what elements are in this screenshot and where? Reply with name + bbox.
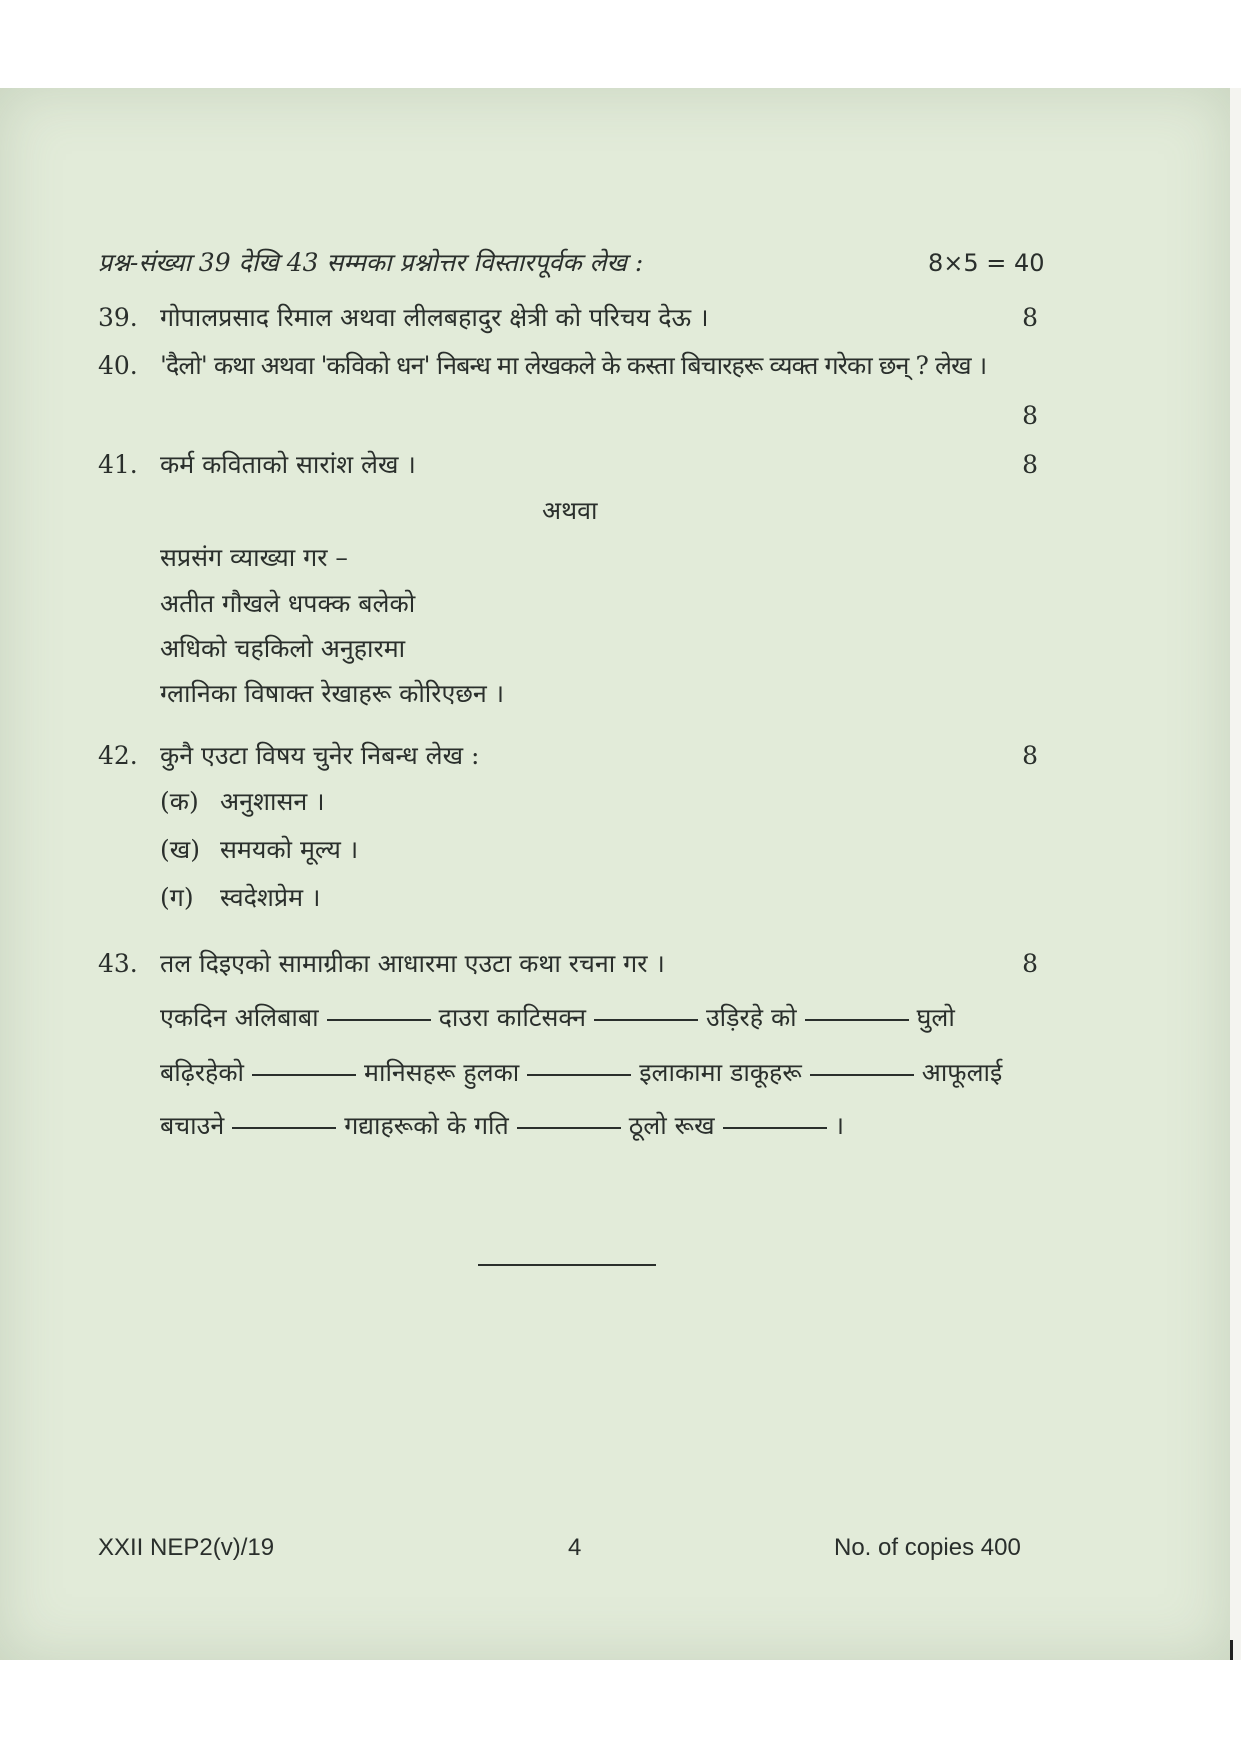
story-fragment: इलाकामा डाकूहरू — [639, 1058, 802, 1087]
poem-line: अधिको चहकिलो अनुहारमा — [160, 634, 406, 663]
question-text: गोपालप्रसाद रिमाल अथवा लीलबहादुर क्षेत्री को परिचय देऊ । — [160, 303, 709, 332]
option-label: (क) — [160, 787, 199, 816]
question-number: 42. — [98, 741, 138, 770]
or-label: अथवा — [542, 496, 598, 525]
question-text: कुनै एउटा विषय चुनेर निबन्ध लेख : — [160, 741, 480, 770]
scan-edge — [1230, 88, 1241, 1660]
question-number: 39. — [98, 303, 138, 332]
paper-code: XXII NEP2(v)/19 — [98, 1534, 275, 1561]
story-fragment: गद्याहरूको के गति — [344, 1111, 509, 1140]
question-number: 43. — [98, 949, 138, 978]
story-fragment: एकदिन अलिबाबा — [160, 1003, 319, 1032]
question-marks: 8 — [1022, 741, 1038, 770]
story-fragment: दाउरा काटिसक्न — [438, 1003, 586, 1032]
fill-blank — [517, 1127, 621, 1129]
story-line — [160, 1002, 955, 1034]
fill-blank — [252, 1074, 356, 1076]
option-text: अनुशासन । — [220, 787, 325, 816]
story-line — [160, 1110, 844, 1142]
option-text: स्वदेशप्रेम । — [220, 883, 321, 912]
story-fragment: घुलो — [916, 1003, 955, 1032]
end-rule — [478, 1264, 656, 1266]
page-number: 4 — [568, 1534, 582, 1561]
fill-blank — [232, 1127, 336, 1129]
question-number: 40. — [98, 351, 138, 380]
fill-blank — [723, 1127, 827, 1129]
option-label: (ग) — [160, 883, 194, 912]
total-marks: 8×5 = 40 — [928, 249, 1045, 277]
fill-blank — [327, 1019, 431, 1021]
question-marks: 8 — [1022, 450, 1038, 479]
story-fragment: मानिसहरू हुलका — [364, 1058, 520, 1087]
question-marks: 8 — [1022, 949, 1038, 978]
story-fragment: ठूलो रूख — [628, 1111, 715, 1140]
poem-line: ग्लानिका विषाक्त रेखाहरू कोरिएछन । — [160, 679, 505, 708]
poem-line: अतीत गौखले धपक्क बलेको — [160, 589, 416, 618]
story-fragment: बचाउने — [160, 1111, 225, 1140]
fill-blank — [527, 1074, 631, 1076]
fill-blank — [810, 1074, 914, 1076]
fill-blank — [805, 1019, 909, 1021]
option-text: समयको मूल्य । — [220, 835, 359, 864]
section-instruction: प्रश्न-संख्या 39 देखि 43 सम्मका प्रश्नोत्तर विस्तारपूर्वक लेख : — [98, 248, 644, 277]
fill-blank — [594, 1019, 698, 1021]
option-label: (ख) — [160, 835, 200, 864]
story-fragment: । — [834, 1111, 845, 1140]
story-fragment: बढ़िरहेको — [160, 1058, 245, 1087]
scan-mark — [1230, 1640, 1233, 1660]
sub-instruction: सप्रसंग व्याख्या गर – — [160, 543, 348, 572]
story-fragment: आफूलाई — [921, 1058, 1003, 1087]
copies-count: No. of copies 400 — [834, 1534, 1021, 1561]
question-text: कर्म कविताको सारांश लेख । — [160, 450, 416, 479]
question-number: 41. — [98, 450, 138, 479]
question-marks: 8 — [1022, 303, 1038, 332]
story-fragment: उड़िरहे को — [705, 1003, 797, 1032]
question-marks: 8 — [1022, 401, 1038, 430]
story-line — [160, 1057, 1002, 1089]
question-text: 'दैलो' कथा अथवा 'कविको धन' निबन्ध मा लेखकले के कस्ता बिचारहरू व्यक्त गरेका छन् ? लेख । — [160, 351, 987, 380]
question-text: तल दिइएको सामाग्रीका आधारमा एउटा कथा रचना गर । — [160, 949, 665, 978]
